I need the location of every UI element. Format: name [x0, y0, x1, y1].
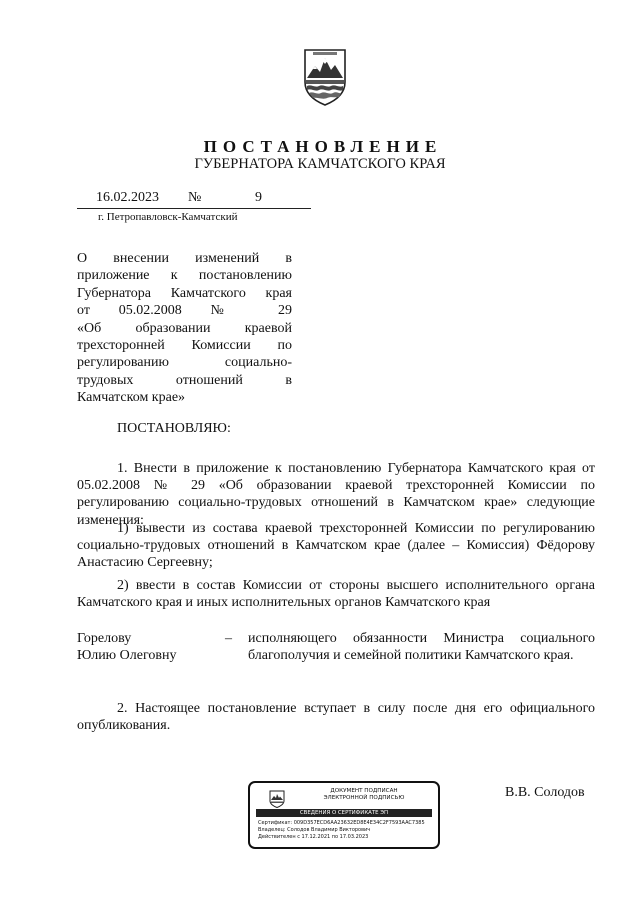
header-divider [77, 208, 311, 209]
subject-line: трехсторонней Комиссии по [77, 337, 292, 353]
document-date: 16.02.2023 [96, 190, 159, 205]
document-title: ПОСТАНОВЛЕНИЕ [203, 137, 443, 156]
stamp-line-2: ЭЛЕКТРОННОЙ ПОДПИСЬЮ [323, 795, 405, 801]
paragraph-text: 2. Настоящее постановление вступает в силу после дня его официального опубликования. [77, 701, 595, 734]
document-number: 9 [255, 190, 262, 205]
subject-line: приложение к постановлению [77, 268, 292, 284]
stamp-owner: Владелец: Солодов Владимир Викторович [258, 827, 371, 834]
document-city: г. Петропавловск-Камчатский [98, 211, 238, 223]
number-sign: № [188, 190, 202, 205]
stamp-info [258, 820, 434, 842]
subject-line: Губернатора Камчатского края [77, 285, 292, 301]
kamchatka-coat-of-arms [301, 48, 349, 106]
paragraph-1-item-1 [77, 520, 595, 572]
document-subject [77, 250, 292, 407]
subject-line: «Об образовании краевой [77, 320, 292, 336]
paragraph-1 [77, 460, 595, 529]
paragraph-1-item-2 [77, 577, 595, 611]
stamp-heading [290, 788, 438, 802]
subject-line: от 05.02.2008 № 29 [77, 303, 292, 319]
subject-line: Камчатском крае» [77, 390, 186, 406]
stamp-line-1: ДОКУМЕНТ ПОДПИСАН [330, 788, 398, 794]
emblem-icon [268, 790, 286, 808]
member-surname: Горелову [77, 631, 132, 646]
paragraph-text: 1) вывести из состава краевой трехсторонней Комиссии по регулированию социально-трудовых отношений в Камчатском крае (далее – Комиссия) Фёдорову Анастасию Сергеевну; [77, 521, 595, 571]
paragraph-text: 1. Внести в приложение к постановлению Губернатора Камчатского края от 05.02.2008 № 29 «Об образовании краевой трехсторонней Комиссии по регулированию социально-трудовых отношений в Камчатском крае» следующие изменения: [77, 461, 595, 528]
decree-word: ПОСТАНОВЛЯЮ: [117, 421, 231, 436]
stamp-validity: Действителен с 17.12.2021 по 17.03.2023 [258, 834, 369, 841]
document-subtitle: ГУБЕРНАТОРА КАМЧАТСКОГО КРАЯ [194, 156, 446, 172]
subject-line: трудовых отношений в [77, 372, 292, 388]
subject-line: О внесении изменений в [77, 251, 292, 266]
signer-name: В.В. Солодов [505, 785, 585, 800]
subject-line: регулированию социально- [77, 355, 292, 371]
stamp-certificate: Сертификат: 009D357ECD6AA23632ED8E4E34C2F7593AAC7385 [258, 820, 425, 826]
electronic-signature-stamp [248, 781, 440, 849]
member-name [77, 630, 227, 665]
paragraph-2 [77, 700, 595, 734]
stamp-band: СВЕДЕНИЯ О СЕРТИФИКАТЕ ЭП [256, 809, 432, 817]
member-given-names: Юлию Олеговну [77, 648, 177, 664]
member-dash: – [225, 631, 232, 646]
member-position: исполняющего обязанности Министра социального благополучия и семейной политики Камчатского края. [248, 631, 595, 664]
paragraph-text: 2) ввести в состав Комиссии от стороны высшего исполнительного органа Камчатского края и иных исполнительных органов Камчатского края [77, 578, 595, 611]
